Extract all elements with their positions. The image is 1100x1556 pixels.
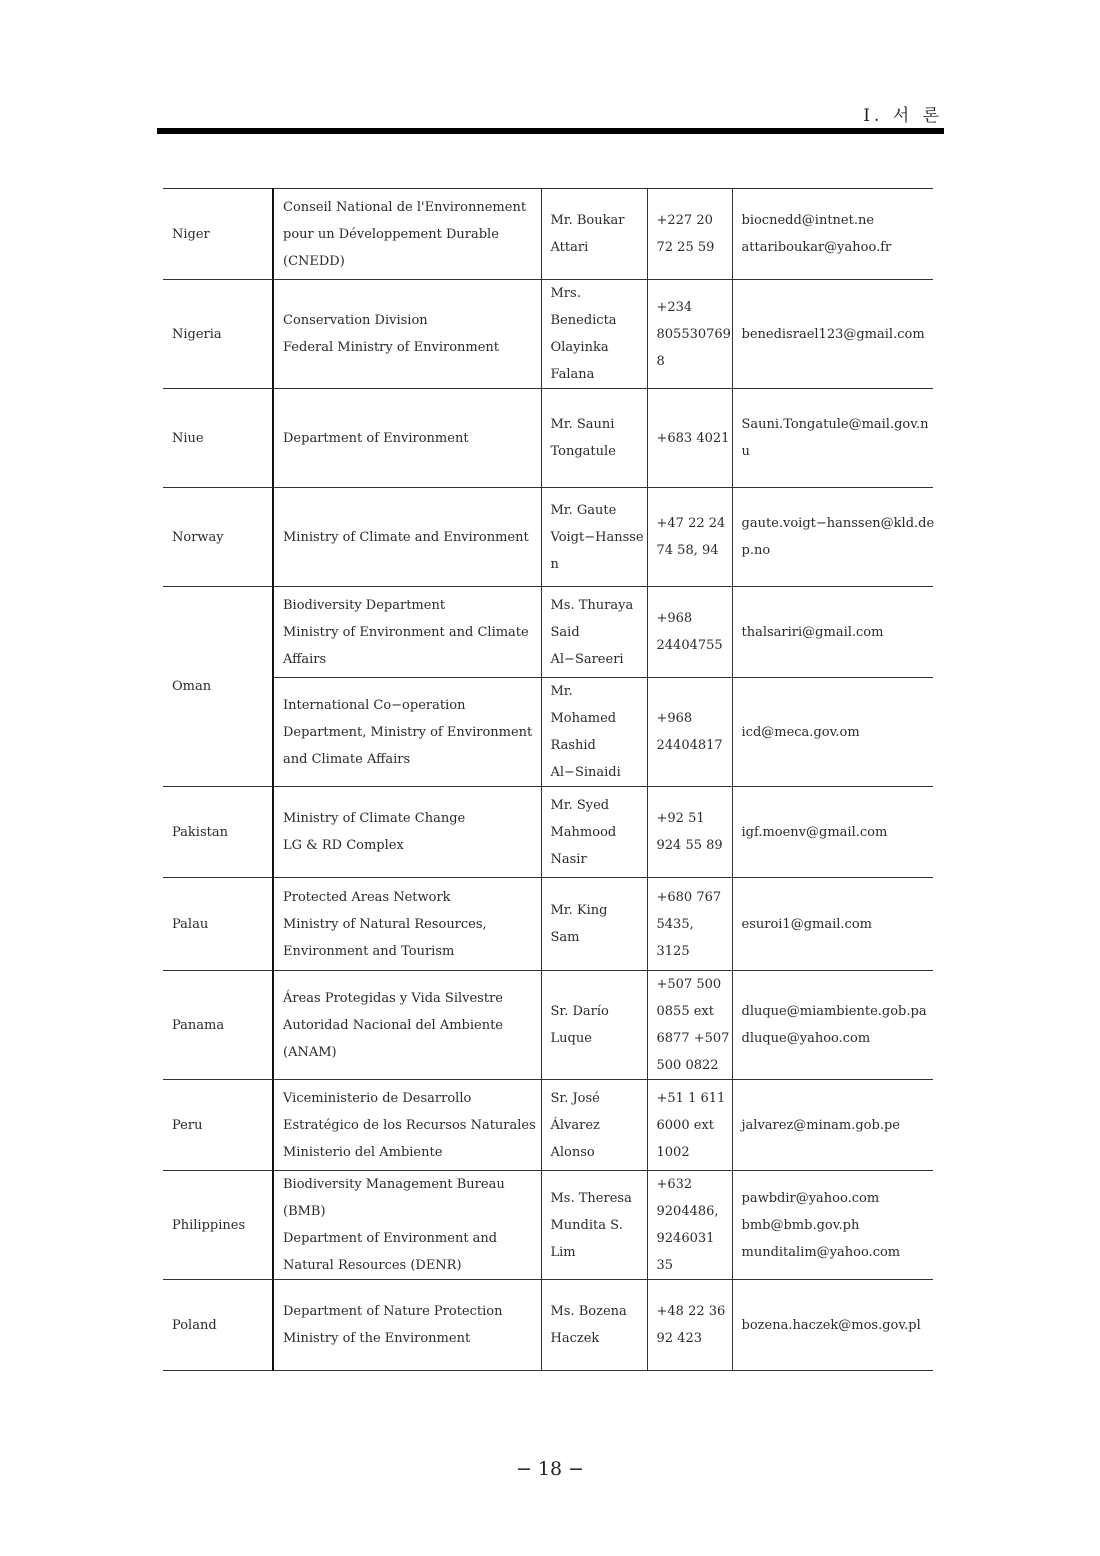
org-line: Department of Environment (283, 430, 469, 446)
org-line: (ANAM) (283, 1044, 337, 1060)
phone-cell (647, 1080, 732, 1171)
contact-name-cell (541, 1280, 647, 1371)
phone-cell (647, 1171, 732, 1280)
contact-name-cell (541, 1080, 647, 1171)
header-rule (157, 128, 944, 134)
contact-name-line: Sam (550, 930, 580, 945)
email-cell (732, 1080, 933, 1171)
country-cell: Philippines (163, 1171, 273, 1280)
contact-name-line: n (550, 556, 559, 572)
email-line: dluque@miambiente.gob.pa (741, 1004, 927, 1019)
org-cell (273, 587, 541, 678)
org-line: Ministry of the Environment (283, 1331, 471, 1346)
email-cell (732, 488, 933, 587)
org-line: Conservation Division (283, 313, 428, 328)
contact-name-line: Mr. King (550, 903, 608, 918)
email-line: munditalim@yahoo.com (741, 1244, 901, 1260)
phone-line: 24404755 (656, 638, 723, 653)
country-cell: Niger (163, 189, 273, 280)
email-cell (732, 1280, 933, 1371)
phone-line: +48 22 36 (656, 1304, 726, 1319)
contact-name-line: Sr. Darío (550, 1004, 609, 1019)
phone-line: 9204486, (656, 1204, 719, 1219)
phone-line: 924 55 89 (656, 838, 723, 853)
country-cell: Peru (163, 1080, 273, 1171)
org-line: and Climate Affairs (283, 751, 411, 767)
email-cell (732, 587, 933, 678)
contact-name-cell (541, 389, 647, 488)
org-line: Ministerio del Ambiente (283, 1144, 443, 1160)
org-cell (273, 1171, 541, 1280)
contact-name-line: Haczek (550, 1331, 600, 1346)
phone-line: +680 767 (656, 889, 722, 905)
email-line: u (741, 444, 750, 459)
email-line: pawbdir@yahoo.com (741, 1190, 880, 1206)
page-number: − 18 − (515, 1458, 585, 1480)
phone-line: +234 (656, 299, 693, 315)
org-line: Ministry of Natural Resources, (283, 916, 487, 932)
country-cell: Norway (163, 488, 273, 587)
email-line: jalvarez@minam.gob.pe (741, 1117, 900, 1133)
email-line: esuroi1@gmail.com (741, 916, 872, 932)
contacts-table-body (163, 189, 933, 1371)
table-row (163, 1280, 933, 1371)
contact-name-line: Al−Sareeri (550, 651, 624, 667)
phone-line: 35 (656, 1258, 674, 1273)
phone-line: +47 22 24 (656, 516, 726, 531)
country-cell: Niue (163, 389, 273, 488)
org-line: Federal Ministry of Environment (283, 340, 500, 355)
email-line: Sauni.Tongatule@mail.gov.n (741, 417, 929, 432)
email-line: p.no (741, 543, 771, 558)
org-cell (273, 971, 541, 1080)
contact-name-line: Mr. (550, 684, 573, 699)
contact-name-line: Benedicta (550, 313, 617, 328)
country-cell: Nigeria (163, 280, 273, 389)
contact-name-line: Sr. José (550, 1090, 600, 1106)
contact-name-line: Mr. Syed (550, 797, 610, 813)
org-line: Ministry of Environment and Climate (283, 624, 529, 640)
phone-line: 72 25 59 (656, 240, 715, 255)
org-line: pour un Développement Durable (283, 226, 499, 242)
org-cell (273, 787, 541, 878)
phone-line: +227 20 (656, 213, 713, 228)
phone-line: +92 51 (656, 811, 705, 826)
contact-name-line: Falana (550, 367, 595, 382)
phone-line: +51 1 611 (656, 1090, 726, 1106)
contact-name-cell (541, 878, 647, 971)
contact-name-line: Mahmood (550, 824, 617, 840)
phone-line: 6000 ext (656, 1117, 714, 1133)
contact-name-line: Mr. Gaute (550, 502, 617, 518)
table-row (163, 1171, 933, 1280)
contact-name-line: Al−Sinaidi (550, 765, 621, 780)
country-cell: Pakistan (163, 787, 273, 878)
phone-cell (647, 280, 732, 389)
org-line: Viceministerio de Desarrollo (283, 1090, 472, 1106)
contact-name-line: Attari (550, 240, 589, 255)
contact-name-line: Ms. Bozena (550, 1304, 627, 1319)
org-line: Affairs (283, 651, 327, 667)
org-cell (273, 1080, 541, 1171)
email-cell (732, 878, 933, 971)
contact-name-line: Alonso (550, 1144, 595, 1160)
contact-name-cell (541, 787, 647, 878)
phone-line: 24404817 (656, 738, 723, 753)
org-line: Autoridad Nacional del Ambiente (283, 1017, 503, 1033)
phone-line: 5435, (656, 916, 694, 932)
phone-line: 74 58, 94 (656, 543, 719, 558)
email-line: thalsariri@gmail.com (741, 624, 884, 640)
contact-name-line: Voigt−Hansse (550, 529, 644, 545)
contact-name-line: Tongatule (550, 444, 616, 459)
org-line: International Co−operation (283, 697, 466, 713)
contact-name-line: Olayinka (550, 340, 609, 355)
table-row (163, 787, 933, 878)
contact-name-line: Álvarez (550, 1117, 600, 1133)
email-cell (732, 787, 933, 878)
table-row (163, 587, 933, 678)
contact-name-cell (541, 189, 647, 280)
phone-line: 92 423 (656, 1331, 702, 1346)
contact-name-line: Ms. Theresa (550, 1190, 632, 1206)
contact-name-cell (541, 587, 647, 678)
section-header-title: I. 서 론 (863, 106, 943, 126)
table-row (163, 189, 933, 280)
email-cell (732, 389, 933, 488)
org-line: (CNEDD) (283, 253, 345, 269)
org-cell (273, 488, 541, 587)
phone-line: 805530769 (656, 326, 731, 342)
email-cell (732, 678, 933, 787)
contact-name-line: Mr. Boukar (550, 213, 625, 228)
email-line: icd@meca.gov.om (741, 724, 860, 740)
org-line: Environment and Tourism (283, 943, 455, 959)
phone-cell (647, 678, 732, 787)
org-line: Estratégico de los Recursos Naturales (283, 1117, 536, 1133)
phone-line: +683 4021 (656, 430, 730, 446)
email-line: dluque@yahoo.com (741, 1031, 871, 1046)
contact-name-cell (541, 280, 647, 389)
contact-name-line: Ms. Thuraya (550, 597, 634, 613)
table-row (163, 878, 933, 971)
contact-name-line: Mundita S. (550, 1217, 623, 1233)
email-cell (732, 280, 933, 389)
email-line: bmb@bmb.gov.ph (741, 1217, 860, 1233)
contact-name-line: Mrs. (550, 286, 581, 301)
phone-cell (647, 488, 732, 587)
org-line: Natural Resources (DENR) (283, 1258, 462, 1273)
email-line: biocnedd@intnet.ne (741, 213, 875, 228)
country-cell: Poland (163, 1280, 273, 1371)
contact-name-line: Mohamed (550, 711, 617, 726)
contact-name-line: Nasir (550, 851, 587, 867)
email-line: igf.moenv@gmail.com (741, 824, 888, 840)
phone-cell (647, 787, 732, 878)
phone-line: 6877 +507 (656, 1031, 730, 1046)
table-row (163, 280, 933, 389)
org-line: Ministry of Climate and Environment (283, 529, 529, 545)
org-cell (273, 1280, 541, 1371)
email-cell (732, 189, 933, 280)
email-line: benedisrael123@gmail.com (741, 326, 925, 342)
phone-cell (647, 971, 732, 1080)
org-line: Department of Nature Protection (283, 1304, 503, 1319)
phone-line: 1002 (656, 1144, 690, 1160)
table-row (163, 1080, 933, 1171)
table-row (163, 389, 933, 488)
contact-name-cell (541, 1171, 647, 1280)
email-cell (732, 1171, 933, 1280)
phone-cell (647, 389, 732, 488)
email-line: bozena.haczek@mos.gov.pl (741, 1317, 921, 1333)
org-line: Conseil National de l'Environnement (283, 199, 527, 215)
phone-line: +968 (656, 711, 693, 726)
phone-line: 9246031 (656, 1231, 715, 1246)
org-line: LG & RD Complex (283, 838, 404, 853)
country-cell: Panama (163, 971, 273, 1080)
country-cell: Oman (163, 587, 273, 787)
country-cell: Palau (163, 878, 273, 971)
org-cell (273, 678, 541, 787)
phone-line: 500 0822 (656, 1058, 719, 1073)
email-cell (732, 971, 933, 1080)
org-line: Áreas Protegidas y Vida Silvestre (283, 990, 503, 1006)
table-row (163, 971, 933, 1080)
email-line: gaute.voigt−hanssen@kld.de (741, 516, 935, 531)
org-line: Biodiversity Department (283, 597, 446, 613)
contact-name-line: Lim (550, 1244, 576, 1260)
contacts-table (163, 188, 933, 1371)
org-cell (273, 280, 541, 389)
phone-line: 8 (656, 353, 665, 369)
org-line: Biodiversity Management Bureau (283, 1177, 505, 1192)
contact-name-line: Rashid (550, 738, 596, 753)
org-cell (273, 189, 541, 280)
org-line: Department, Ministry of Environment (283, 724, 533, 740)
contact-name-line: Mr. Sauni (550, 417, 615, 432)
contact-name-line: Luque (550, 1031, 592, 1046)
phone-cell (647, 189, 732, 280)
org-line: Department of Environment and (283, 1231, 498, 1246)
org-line: Ministry of Climate Change (283, 811, 466, 826)
contact-name-cell (541, 678, 647, 787)
email-line: attariboukar@yahoo.fr (741, 240, 892, 255)
org-line: Protected Areas Network (283, 889, 451, 905)
org-cell (273, 389, 541, 488)
phone-line: +507 500 (656, 977, 722, 992)
org-cell (273, 878, 541, 971)
org-line: (BMB) (283, 1204, 326, 1219)
contact-name-line: Said (550, 624, 580, 640)
contact-name-cell (541, 488, 647, 587)
phone-cell (647, 587, 732, 678)
table-row (163, 488, 933, 587)
phone-line: 3125 (656, 943, 690, 959)
phone-cell (647, 878, 732, 971)
phone-line: 0855 ext (656, 1004, 714, 1019)
phone-line: +968 (656, 611, 693, 626)
phone-line: +632 (656, 1177, 693, 1192)
contact-name-cell (541, 971, 647, 1080)
table-row (163, 678, 933, 787)
phone-cell (647, 1280, 732, 1371)
